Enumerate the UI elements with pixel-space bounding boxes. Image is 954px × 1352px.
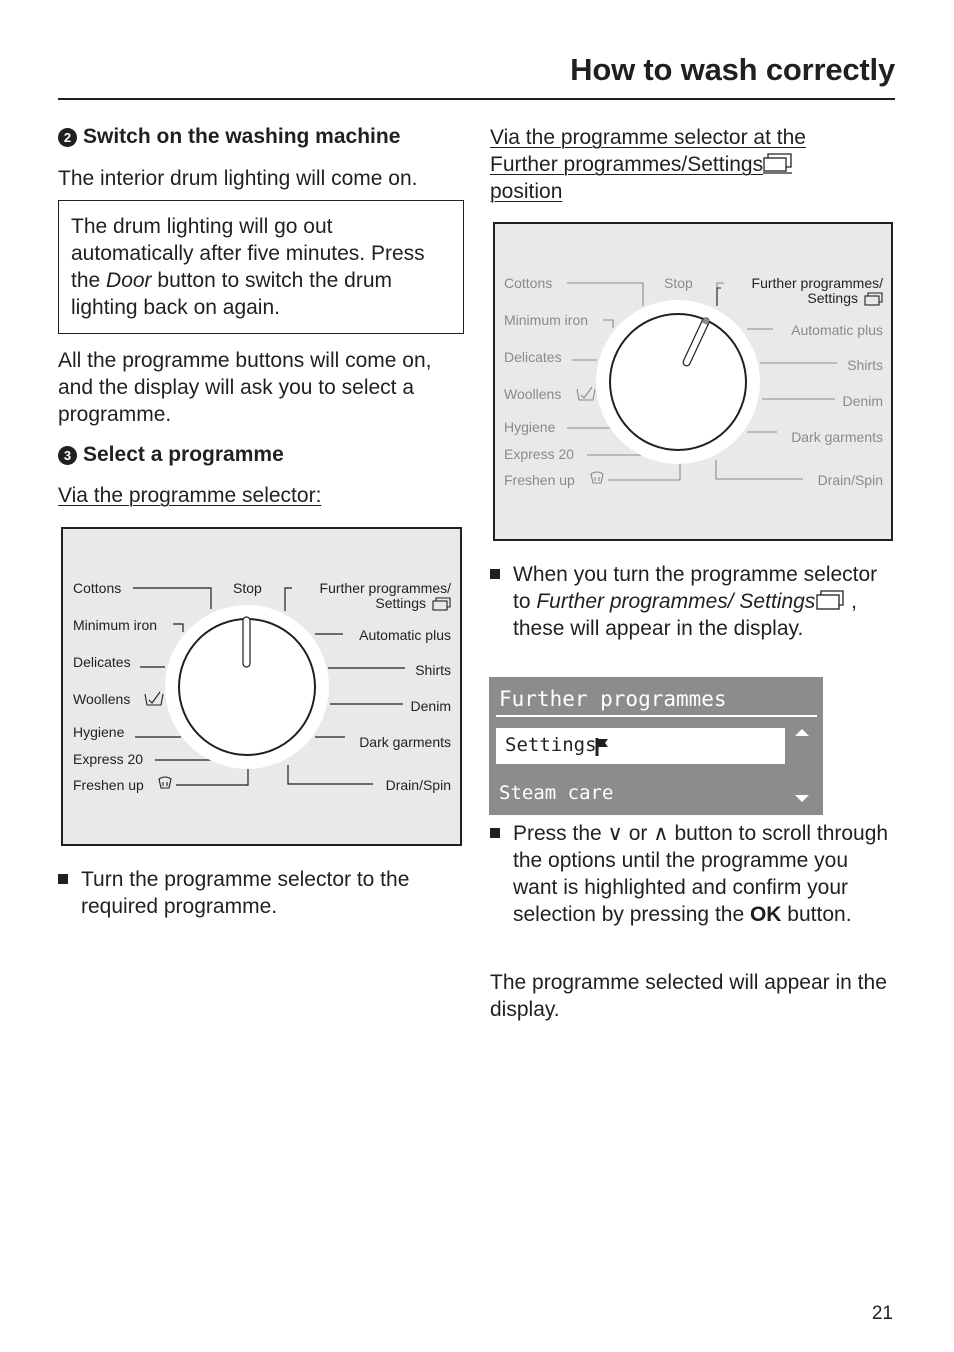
- label-minimum-iron: Minimum iron: [504, 312, 589, 328]
- step-number-badge: 2: [58, 128, 77, 147]
- label-minimum-iron: Minimum iron: [73, 617, 158, 633]
- bullet-turn-selector: [58, 866, 458, 920]
- label-woollens: Woollens: [73, 691, 131, 707]
- label-express-20: Express 20: [504, 446, 575, 462]
- label-denim: Denim: [842, 393, 883, 409]
- header-rule: [58, 98, 895, 100]
- label-settings: Settings: [807, 290, 858, 306]
- label-cottons: Cottons: [73, 580, 122, 596]
- display-next-option: Steam care: [499, 782, 614, 804]
- label-automatic-plus: Automatic plus: [359, 627, 451, 643]
- label-cottons: Cottons: [504, 275, 553, 291]
- page-number: 21: [871, 1303, 893, 1324]
- bullet-3-text-c: button.: [781, 903, 852, 926]
- label-shirts: Shirts: [415, 662, 451, 678]
- label-further-programmes: Further programmes/: [751, 275, 883, 291]
- display-title-rule: [496, 715, 817, 717]
- via-line-2: Further programmes/Settings: [490, 153, 764, 176]
- bullet-further-programmes: [490, 561, 890, 642]
- label-freshen-up: Freshen up: [73, 777, 144, 793]
- note-text-1: The drum lighting will go out automatically after five minutes. Press the: [71, 215, 425, 292]
- label-woollens: Woollens: [504, 386, 562, 402]
- label-freshen-up: Freshen up: [504, 472, 575, 488]
- display-screen: [489, 677, 823, 815]
- label-drain-spin: Drain/Spin: [817, 472, 883, 488]
- note-box: [58, 200, 464, 334]
- display-selected-row[interactable]: [496, 728, 785, 764]
- step-3-title: Select a programme: [83, 443, 284, 466]
- label-delicates: Delicates: [73, 654, 131, 670]
- bullet-3-text-a: Press the ∨ or ∧ button to scroll through the options until the programme you want is highlighted and confirm your selection by pressing the: [513, 822, 889, 926]
- woollens-tub-icon: [145, 692, 163, 705]
- note-text-2: button to switch the drum lighting back on again.: [71, 269, 393, 319]
- freshen-up-icon: [159, 777, 171, 788]
- bullet-scroll-options: [490, 820, 890, 928]
- label-drain-spin: Drain/Spin: [385, 777, 451, 793]
- drum-light-text: The interior drum lighting will come on.: [58, 167, 418, 190]
- door-word: Door: [106, 269, 152, 292]
- via-line-3: position: [490, 180, 563, 203]
- label-hygiene: Hygiene: [504, 419, 556, 435]
- page-title: How to wash correctly: [570, 52, 895, 87]
- selected-programme-text: The programme selected will appear in the display.: [490, 971, 887, 1021]
- step-3-heading: [58, 443, 284, 467]
- step-2-title: Switch on the washing machine: [83, 125, 401, 148]
- bullet-square-icon: [490, 569, 500, 579]
- settings-window-icon: [865, 293, 882, 305]
- settings-window-icon: [815, 589, 845, 611]
- down-arrow-icon[interactable]: [794, 794, 810, 804]
- further-programmes-dial-figure: [493, 222, 893, 541]
- programme-dial-figure: [61, 527, 462, 846]
- label-hygiene: Hygiene: [73, 724, 125, 740]
- label-stop: Stop: [664, 275, 693, 291]
- bullet-square-icon: [58, 874, 68, 884]
- bullet-2-italic: Further programmes/ Settings: [536, 590, 816, 613]
- bullet-square-icon: [490, 828, 500, 838]
- buttons-on-text: All the programme buttons will come on, and the display will ask you to select a programme.: [58, 349, 432, 426]
- woollens-tub-icon: [577, 387, 595, 400]
- label-delicates: Delicates: [504, 349, 562, 365]
- via-further-heading: [490, 124, 850, 205]
- label-dark-garments: Dark garments: [791, 429, 883, 445]
- ok-word: OK: [749, 903, 782, 926]
- bullet-2-text-c: , these will appear in the display.: [513, 590, 857, 640]
- via-line-1: Via the programme selector at the: [490, 126, 806, 149]
- bullet-2-text-a: When you turn the programme selector to: [513, 563, 878, 613]
- bullet-turn-selector-text: Turn the programme selector to the required programme.: [81, 868, 410, 918]
- label-automatic-plus: Automatic plus: [791, 322, 883, 338]
- display-title: Further programmes: [499, 687, 727, 711]
- label-denim: Denim: [410, 698, 451, 714]
- label-dark-garments: Dark garments: [359, 734, 451, 750]
- flag-icon: [595, 737, 611, 757]
- further-dial-svg: [495, 224, 895, 543]
- label-stop: Stop: [233, 580, 262, 596]
- step-2-heading: [58, 125, 400, 149]
- label-further-programmes: Further programmes/: [319, 580, 451, 596]
- step-number-badge: 3: [58, 446, 77, 465]
- settings-window-icon: [433, 598, 450, 610]
- label-express-20: Express 20: [73, 751, 144, 767]
- display-selected-text: Settings: [505, 734, 597, 756]
- up-arrow-icon[interactable]: [794, 727, 810, 737]
- programme-dial-svg: [63, 529, 464, 848]
- label-settings: Settings: [375, 595, 426, 611]
- settings-window-icon: [763, 152, 793, 174]
- freshen-up-icon: [591, 472, 603, 483]
- label-shirts: Shirts: [847, 357, 883, 373]
- via-selector-text: Via the programme selector:: [58, 484, 322, 507]
